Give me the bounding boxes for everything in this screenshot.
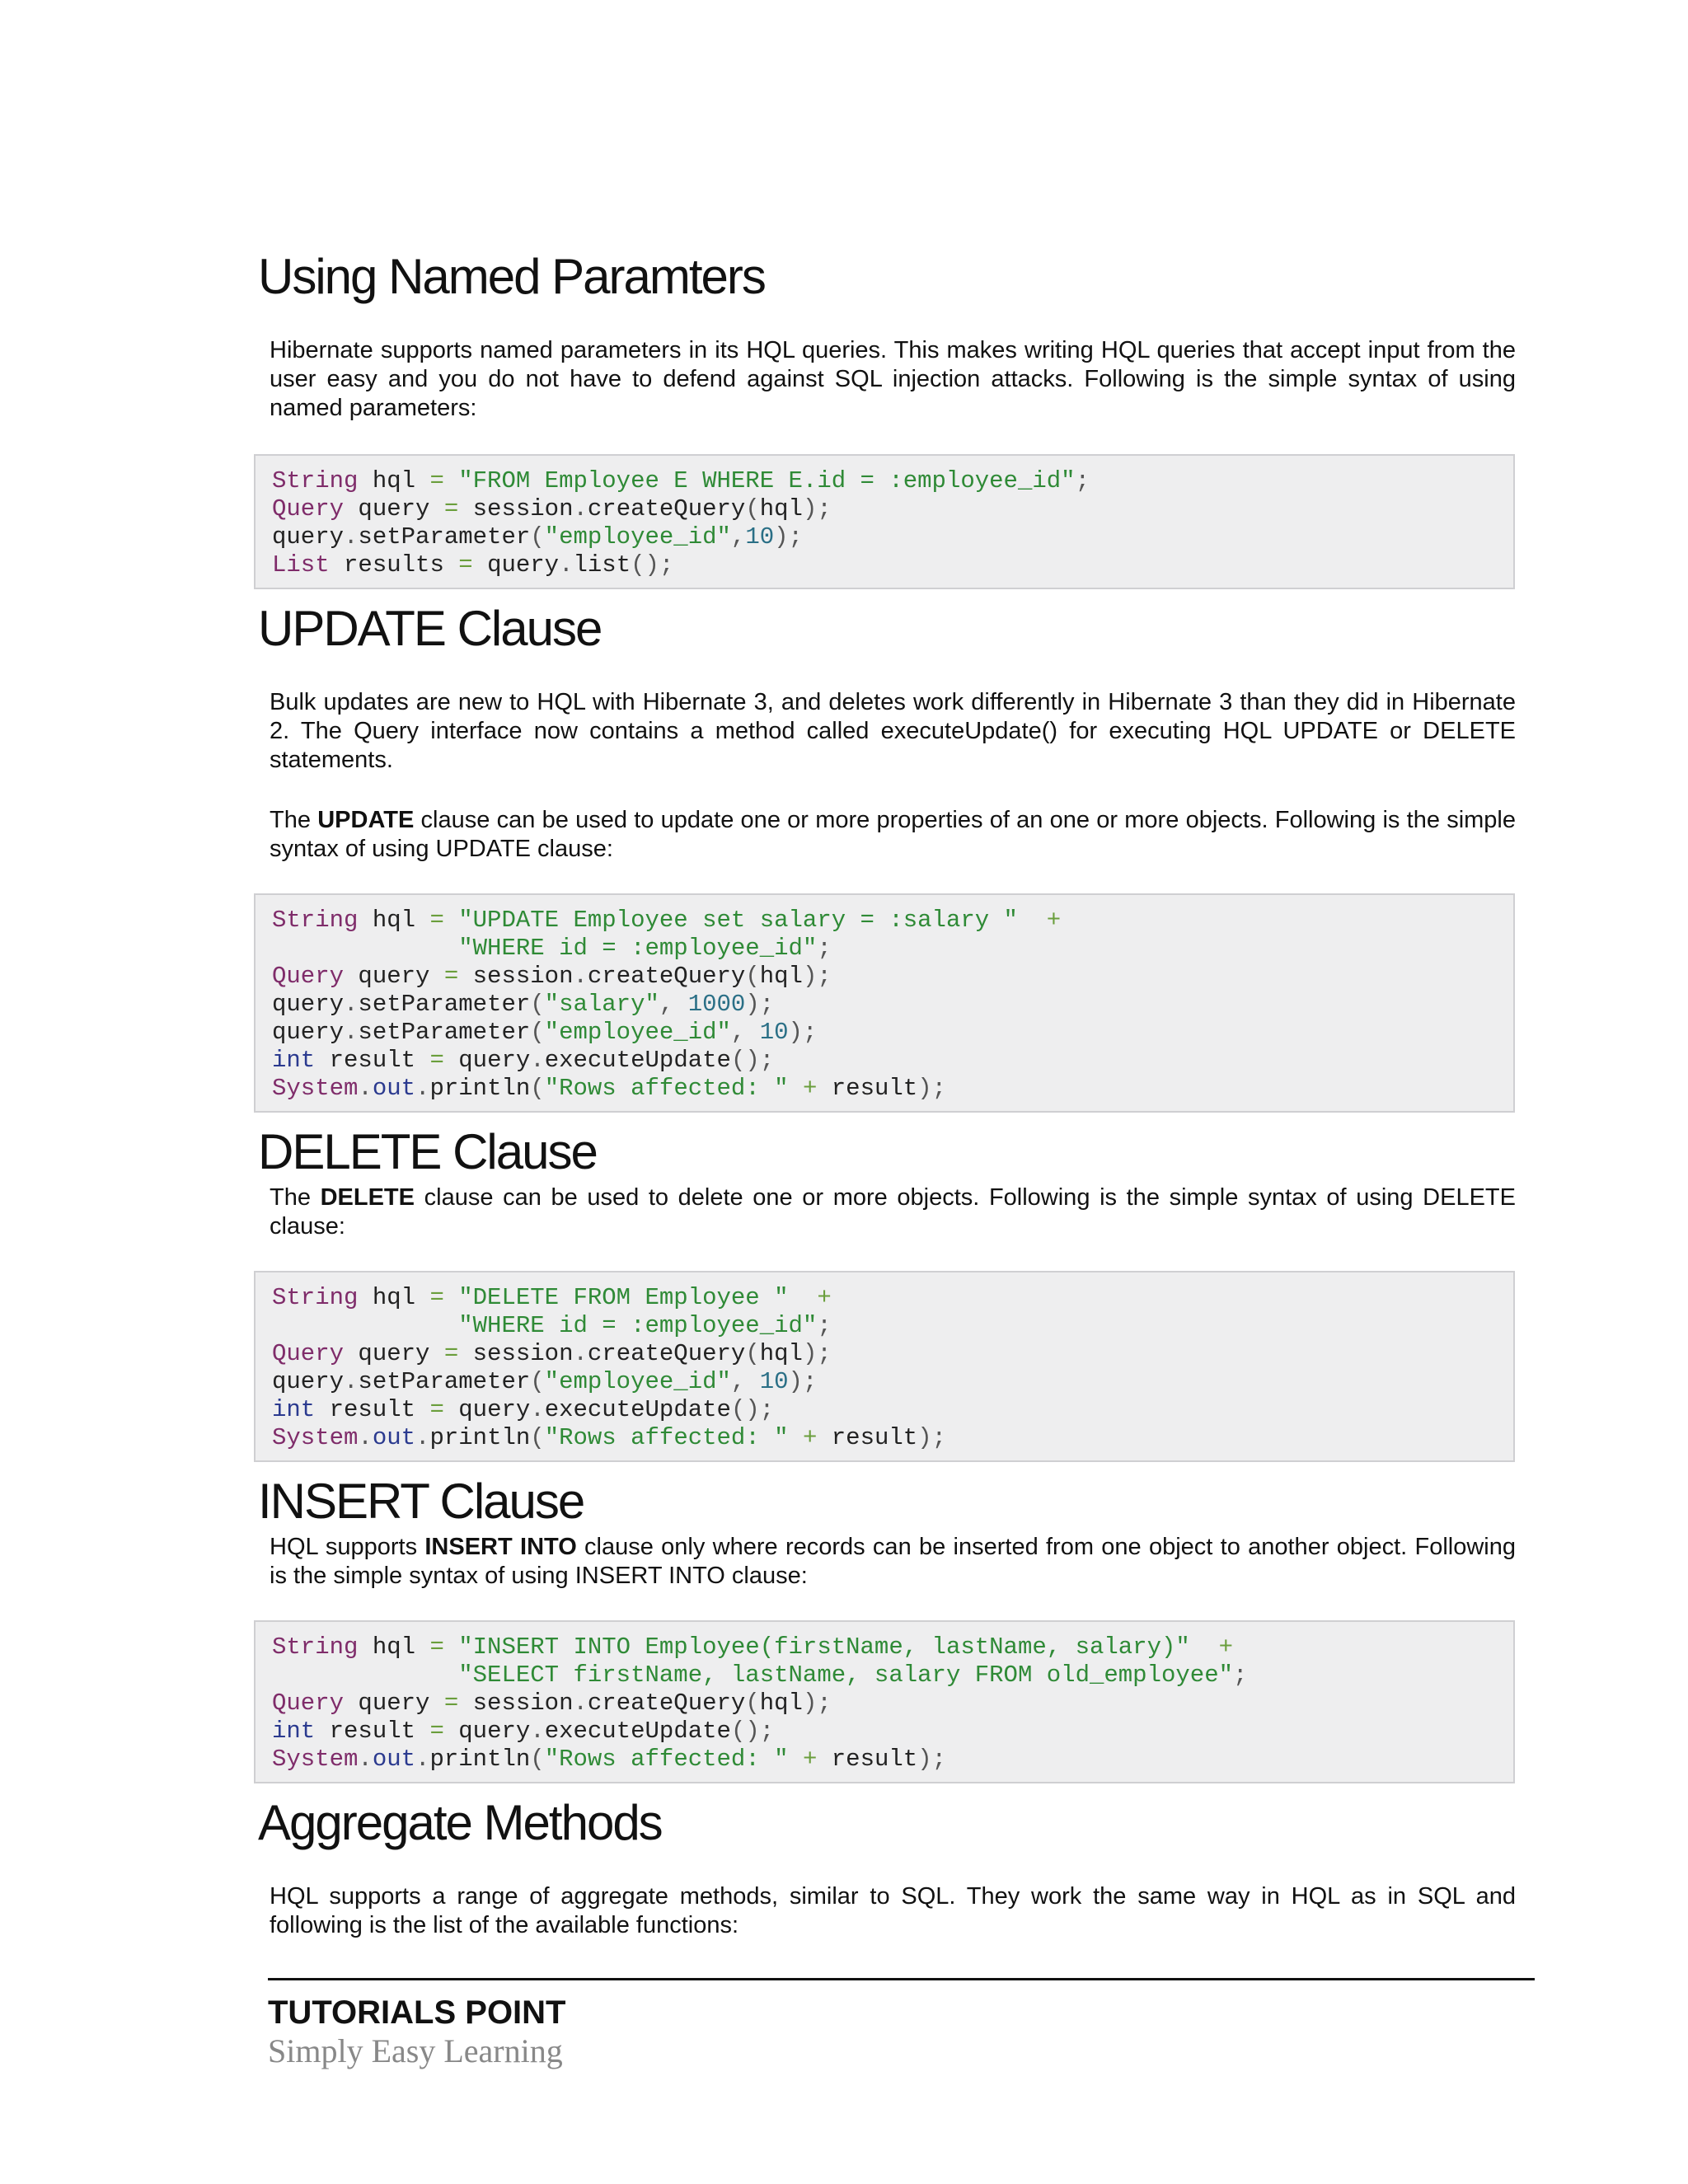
code-line: String hql = "INSERT INTO Employee(firstName, lastName, salary)" + <box>272 1633 1234 1661</box>
code-line: System.out.println("Rows affected: " + result); <box>272 1746 946 1773</box>
text-segment: clause only where records can be inserted from one object to another object. Following is the simple syntax of using INSERT INTO clause: <box>270 1534 1516 1589</box>
text-segment: clause can be used to update one or more properties of an one or more objects. Following is the simple syntax of using UPDATE clause: <box>270 807 1517 862</box>
text-segment: clause can be used to delete one or more objects. Following is the simple syntax of using DELETE clause: <box>270 1184 1516 1240</box>
code-line: Query query = session.createQuery(hql); <box>272 1690 832 1717</box>
code-line: System.out.println("Rows affected: " + result); <box>272 1424 946 1451</box>
code-line: query.setParameter("employee_id", 10); <box>272 1368 818 1395</box>
code-line: int result = query.executeUpdate(); <box>272 1396 775 1423</box>
heading-named-parameters: Using Named Paramters <box>258 249 765 304</box>
code-line: String hql = "DELETE FROM Employee " + <box>272 1284 832 1311</box>
heading-update-clause: UPDATE Clause <box>258 601 602 656</box>
paragraph-update-intro: Bulk updates are new to HQL with Hibernate 3, and deletes work differently in Hibernate 3 than they did in Hibernate 2. The Query interface now contains a method called executeUpdate() for executing HQL UPDATE or DELETE statements. <box>270 689 1516 773</box>
content <box>258 247 1527 1940</box>
code-block-delete <box>254 1271 1515 1462</box>
code-line: Query query = session.createQuery(hql); <box>272 1340 832 1367</box>
code-line: "WHERE id = :employee_id"; <box>458 1312 832 1339</box>
heading-insert-clause: INSERT Clause <box>258 1474 584 1529</box>
paragraph-named-parameters: Hibernate supports named parameters in its HQL queries. This makes writing HQL queries that accept input from the user easy and you do not have to defend against SQL injection attacks. Following is the simple syntax of using named parameters: <box>270 337 1516 421</box>
heading-delete-clause: DELETE Clause <box>258 1124 597 1179</box>
code-line: query.setParameter("employee_id",10); <box>272 523 803 551</box>
paragraph-delete <box>258 1183 1527 1241</box>
code-block-update <box>254 893 1515 1113</box>
code-line: int result = query.executeUpdate(); <box>272 1718 775 1745</box>
bold-keyword: INSERT INTO <box>424 1534 577 1560</box>
code-line: query.setParameter("employee_id", 10); <box>272 1019 818 1046</box>
code-line: "SELECT firstName, lastName, salary FROM old_employee"; <box>458 1661 1248 1689</box>
text-segment: The <box>270 807 318 833</box>
footer-divider <box>268 1978 1535 1980</box>
footer-brand: TUTORIALS POINT <box>268 1994 566 2031</box>
bold-keyword: UPDATE <box>317 807 415 833</box>
code-line: String hql = "FROM Employee E WHERE E.id = :employee_id"; <box>272 467 1090 494</box>
bold-keyword: DELETE <box>320 1184 415 1211</box>
code-line: int result = query.executeUpdate(); <box>272 1047 775 1074</box>
code-line: String hql = "UPDATE Employee set salary = :salary " + <box>272 907 1062 934</box>
page-footer <box>268 1978 1535 2071</box>
paragraph-update-syntax <box>258 806 1527 864</box>
code-line: Query query = session.createQuery(hql); <box>272 963 832 990</box>
code-block-named-parameters <box>254 454 1515 589</box>
code-line: query.setParameter("salary", 1000); <box>272 991 775 1018</box>
paragraph-insert <box>258 1533 1527 1591</box>
text-segment: HQL supports <box>270 1534 425 1560</box>
paragraph-aggregate: HQL supports a range of aggregate methods, similar to SQL. They work the same way in HQL as in SQL and following is the list of the available functions: <box>270 1883 1516 1938</box>
code-block-insert <box>254 1620 1515 1783</box>
heading-aggregate-methods: Aggregate Methods <box>258 1795 662 1850</box>
code-line: List results = query.list(); <box>272 551 674 579</box>
code-line: System.out.println("Rows affected: " + result); <box>272 1075 946 1102</box>
code-line: "WHERE id = :employee_id"; <box>458 935 832 962</box>
footer-tagline: Simply Easy Learning <box>268 2032 563 2069</box>
code-line: Query query = session.createQuery(hql); <box>272 495 832 523</box>
text-segment: The <box>270 1184 321 1211</box>
